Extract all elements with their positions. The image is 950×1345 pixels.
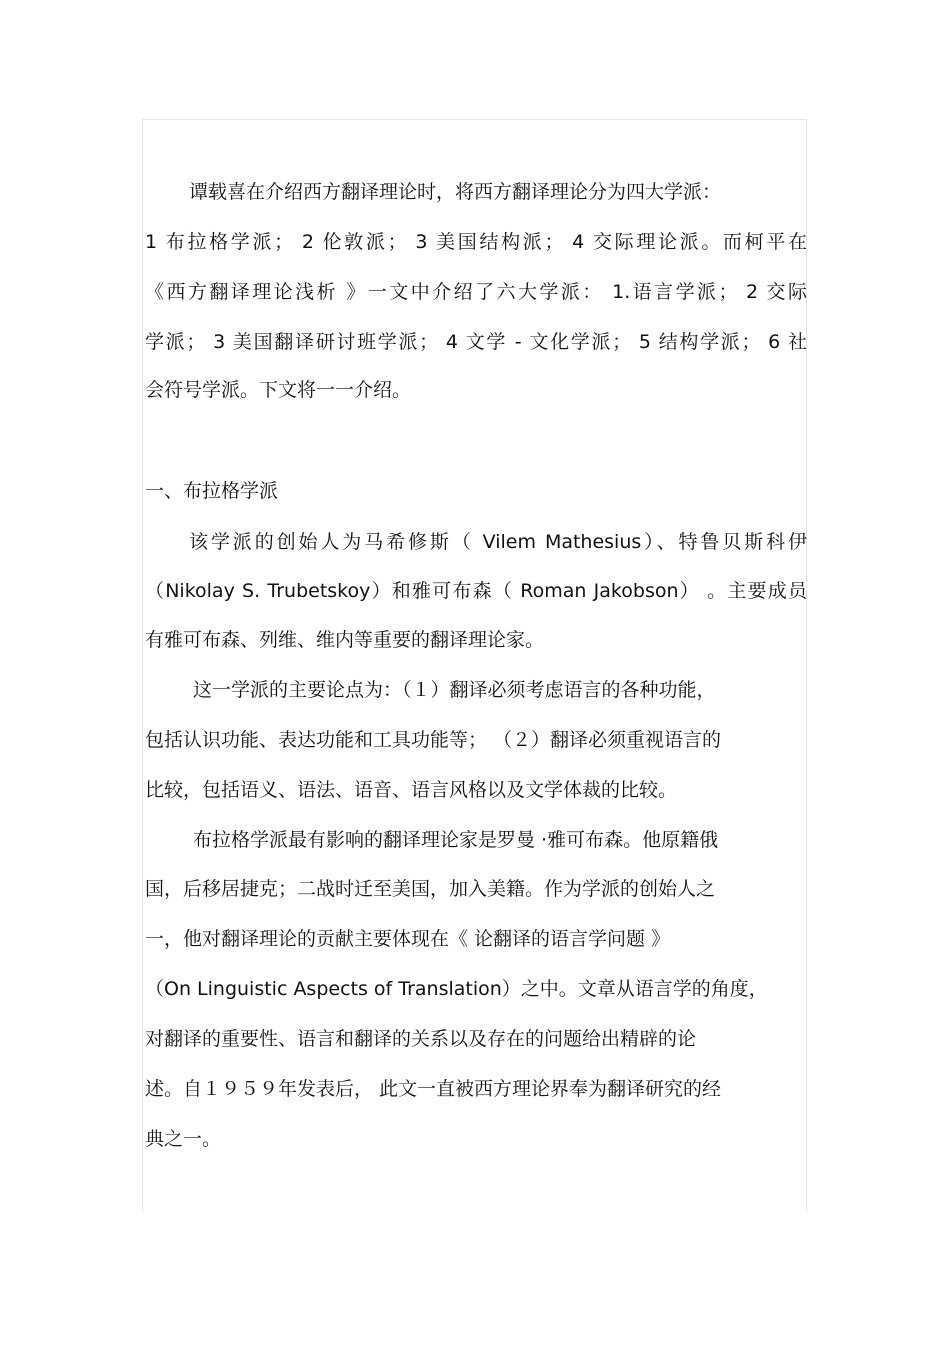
para3-line-1: 布拉格学派最有影响的翻译理论家是罗曼 ·雅可布森。他原籍俄: [193, 829, 719, 851]
para3-line-3: 一，他对翻译理论的贡献主要体现在《 论翻译的语言学问题 》: [145, 928, 671, 950]
para2-line-3: 比较，包括语义、语法、语音、语言风格以及文学体裁的比较。: [145, 779, 678, 801]
para3-line-2: 国，后移居捷克；二战时迁至美国，加入美籍。作为学派的创始人之: [145, 878, 716, 900]
intro-line-1: 谭载喜在介绍西方翻译理论时，将西方翻译理论分为四大学派：: [189, 181, 722, 203]
para2-line-1: 这一学派的主要论点为：（１）翻译必须考虑语言的各种功能，: [193, 679, 716, 701]
intro-line-3: 《西方翻译理论浅析 》一文中介绍了六大学派： 1.语言学派； 2 交际: [145, 281, 807, 303]
para3-line-7: 典之一。: [145, 1128, 222, 1150]
intro-line-2: 1 布拉格学派； 2 伦敦派； 3 美国结构派； 4 交际理论派。而柯平在: [145, 231, 807, 253]
para1-line-2: （Nikolay S. Trubetskoy）和雅可布森（ Roman Jakobson） 。主要成员: [145, 580, 807, 602]
intro-line-5: 会符号学派。下文将一一介绍。: [145, 379, 412, 401]
para3-line-4: （On Linguistic Aspects of Translation）之中。文章从语言学的角度，: [145, 978, 768, 1000]
intro-line-4: 学派； 3 美国翻译研讨班学派； 4 文学 - 文化学派； 5 结构学派； 6 社: [145, 331, 807, 353]
para3-line-5: 对翻译的重要性、语言和翻译的关系以及存在的问题给出精辟的论: [145, 1028, 697, 1050]
para3-line-6: 述。自１９５９年发表后， 此文一直被西方理论界奉为翻译研究的经: [145, 1078, 722, 1100]
section-heading: 一、布拉格学派: [145, 480, 279, 502]
para1-line-3: 有雅可布森、列维、维内等重要的翻译理论家。: [145, 629, 545, 651]
para2-line-2: 包括认识功能、表达功能和工具功能等； （２）翻译必须重视语言的: [145, 729, 722, 751]
para1-line-1: 该学派的创始人为马希修斯（ Vilem Mathesius）、特鲁贝斯科伊: [189, 531, 807, 553]
